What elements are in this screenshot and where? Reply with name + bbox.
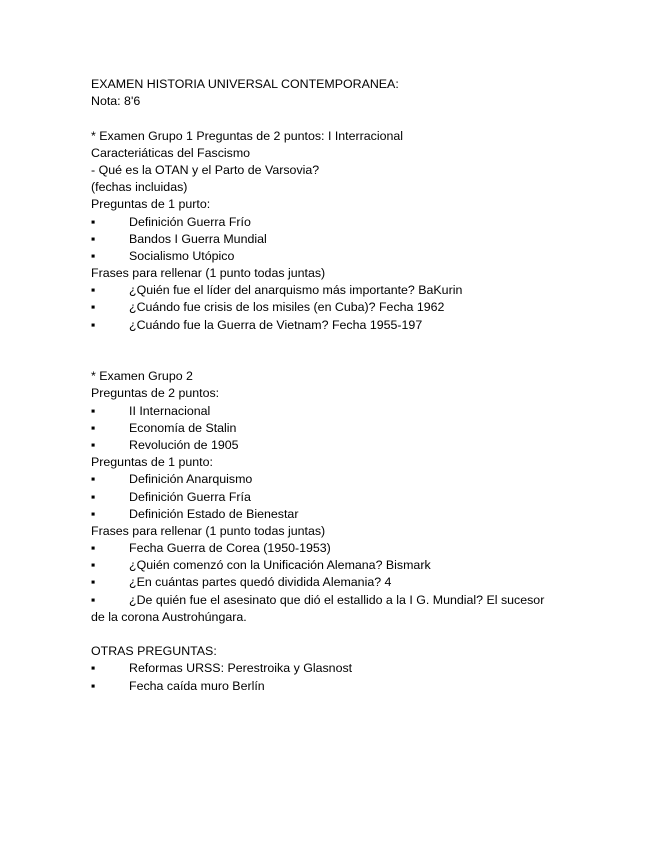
list-item: ▪ Fecha caída muro Berlín [91, 678, 631, 695]
list-item: ▪ ¿Cuándo fue crisis de los misiles (en Cuba)? Fecha 1962 [91, 299, 631, 316]
list-item: ▪ Reformas URSS: Perestroika y Glasnost [91, 660, 631, 677]
bullet-icon: ▪ [91, 437, 96, 452]
list-item: ▪ Definición Guerra Fría [91, 489, 631, 506]
bullet-icon: ▪ [91, 558, 96, 573]
bullet-icon: ▪ [91, 248, 96, 263]
group2-one-point-title: Preguntas de 1 punto: [91, 455, 213, 470]
bullet-icon: ▪ [91, 592, 96, 607]
list-item: ▪ Revolución de 1905 [91, 437, 631, 454]
list-item: ▪ Fecha Guerra de Corea (1950-1953) [91, 540, 631, 557]
bullet-icon: ▪ [91, 661, 96, 676]
group1-heading: * Examen Grupo 1 Preguntas de 2 puntos: I Interracional [91, 128, 404, 143]
group2-fill-title: Frases para rellenar (1 punto todas juntas) [91, 523, 326, 538]
bullet-icon: ▪ [91, 678, 96, 693]
group1-question-2-note: (fechas incluidas) [91, 180, 188, 195]
document-page [91, 76, 631, 695]
list-item: ▪ ¿Cuándo fue la Guerra de Vietnam? Fecha 1955-197 [91, 317, 631, 334]
bullet-icon: ▪ [91, 575, 96, 590]
list-item: ▪ ¿Quién comenzó con la Unificación Alemana? Bismark [91, 557, 631, 574]
list-item: ▪ ¿En cuántas partes quedó dividida Alemania? 4 [91, 574, 631, 591]
bullet-icon: ▪ [91, 231, 96, 246]
list-item: ▪ Bandos I Guerra Mundial [91, 231, 631, 248]
list-item: ▪ Socialismo Utópico [91, 248, 631, 265]
list-item: ▪ ¿Quién fue el líder del anarquismo más importante? BaKurin [91, 282, 631, 299]
list-item: ▪ II Internacional [91, 403, 631, 420]
group1-question-2: - Qué es la OTAN y el Parto de Varsovia? [91, 162, 320, 177]
group2-heading: * Examen Grupo 2 [91, 369, 193, 384]
bullet-icon: ▪ [91, 283, 96, 298]
other-questions-title: OTRAS PREGUNTAS: [91, 644, 217, 659]
list-item: ▪ Economía de Stalin [91, 420, 631, 437]
list-item: ▪ ¿De quién fue el asesinato que dió el estallido a la I G. Mundial? El sucesor [91, 592, 631, 609]
bullet-icon: ▪ [91, 403, 96, 418]
bullet-icon: ▪ [91, 214, 96, 229]
bullet-icon: ▪ [91, 506, 96, 521]
group1-fill-title: Frases para rellenar (1 punto todas juntas) [91, 266, 326, 281]
list-item-continuation: de la corona Austrohúngara. [91, 609, 247, 624]
bullet-icon: ▪ [91, 541, 96, 556]
group2-two-point-title: Preguntas de 2 puntos: [91, 386, 220, 401]
bullet-icon: ▪ [91, 317, 96, 332]
exam-grade: Nota: 8'6 [91, 94, 141, 109]
bullet-icon: ▪ [91, 489, 96, 504]
list-item: ▪ Definición Estado de Bienestar [91, 506, 631, 523]
exam-title: EXAMEN HISTORIA UNIVERSAL CONTEMPORANEA: [91, 77, 399, 91]
group1-one-point-title: Preguntas de 1 purto: [91, 197, 211, 212]
list-item: ▪ Definición Anarquismo [91, 471, 631, 488]
group1-question-1: Caracteriáticas del Fascismo [91, 145, 251, 160]
list-item: ▪ Definición Guerra Frío [91, 214, 631, 231]
bullet-icon: ▪ [91, 472, 96, 487]
bullet-icon: ▪ [91, 300, 96, 315]
bullet-icon: ▪ [91, 420, 96, 435]
